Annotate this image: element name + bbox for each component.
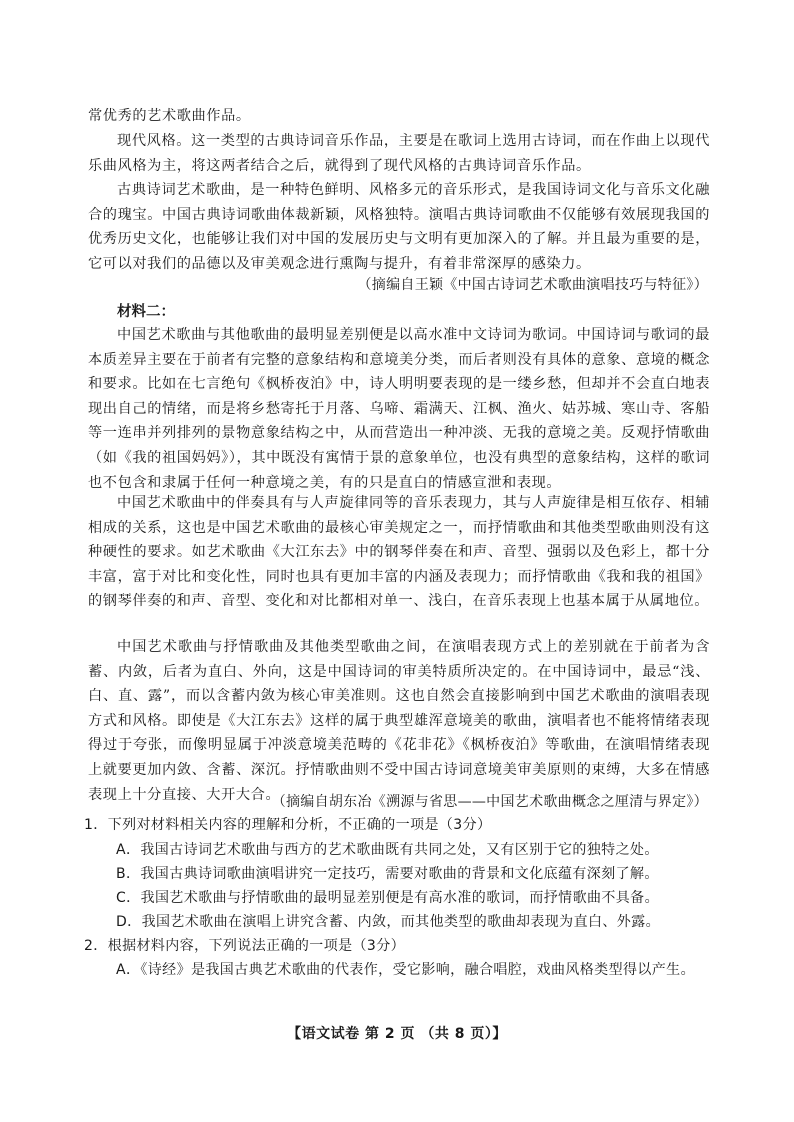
question-1-stem: 1．下列对材料相关内容的理解和分析，不正确的一项是（3分） xyxy=(84,817,492,833)
paragraph-classical-poetry-songs: 古典诗词艺术歌曲，是一种特色鲜明、风格多元的音乐形式，是我国诗词文化与音乐文化融合的瑰宝。中国古典诗词歌曲体裁新颖，风格独特。演唱古典诗词歌曲不仅能够有效展现我国的优秀历史文化，也能够让我们对中国的发展历史与文明有更加深入的了解。并且最为重要的是，它可以对我们的品德以及审美观念进行熏陶与提升，有着非常深厚的感染力。 xyxy=(88,182,710,272)
question-2-option-a[interactable]: A．《诗经》是我国古典艺术歌曲的代表作，受它影响，融合唱腔，戏曲风格类型得以产生。 xyxy=(116,962,695,978)
question-2-stem: 2．根据材料内容，下列说法正确的一项是（3分） xyxy=(84,938,406,954)
source-citation-2: （摘编自胡东冶《溯源与省思——中国艺术歌曲概念之厘清与界定》） xyxy=(271,794,708,810)
paragraph-continuation: 常优秀的艺术歌曲作品。 xyxy=(88,108,251,124)
question-1-option-d[interactable]: D．我国艺术歌曲在演唱上讲究含蓄、内敛，而其他类型的歌曲却表现为直白、外露。 xyxy=(116,914,660,930)
material-two-heading: 材料二： xyxy=(117,304,175,320)
question-1-option-a[interactable]: A．我国古诗词艺术歌曲与西方的艺术歌曲既有共同之处，又有区别于它的独特之处。 xyxy=(116,842,659,858)
paragraph-performance-style: 中国艺术歌曲与抒情歌曲及其他类型歌曲之间，在演唱表现方式上的差别就在于前者为含蓄、内敛，后者为直白、外向，这是中国诗词的审美特质所决定的。在中国诗词中，最忌“浅、白、直、露”，而以含蓄内敛为核心审美准则。这也自然会直接影响到中国艺术歌曲的演唱表现方式和风格。即使是《大江东去》这样的属于典型雄浑意境美的歌曲，演唱者也不能将情绪表现得过于夸张，而像明显属于冲淡意境美范畴的《花非花》《枫桥夜泊》等歌曲，在演唱情绪表现上就要更加内敛、含蓄、深沉。抒情歌曲则不受中国古诗词意境美审美原则的束缚，大多在情感表现上十分直接、大开大合。 xyxy=(88,639,710,803)
question-1-option-c[interactable]: C．我国艺术歌曲与抒情歌曲的最明显差别便是有高水准的歌词，而抒情歌曲不具备。 xyxy=(116,890,659,906)
paragraph-modern-style: 现代风格。这一类型的古典诗词音乐作品，主要是在歌词上选用古诗词，而在作曲上以现代乐曲风格为主，将这两者结合之后，就得到了现代风格的古典诗词音乐作品。 xyxy=(88,133,710,174)
source-citation-1: （摘编自王颖《中国古诗词艺术歌曲演唱技巧与特征》） xyxy=(357,277,708,293)
paragraph-accompaniment: 中国艺术歌曲中的伴奏具有与人声旋律同等的音乐表现力，其与人声旋律是相互依存、相辅相成的关系，这也是中国艺术歌曲的最核心审美规定之一，而抒情歌曲和其他类型歌曲则没有这种硬性的要求。如艺术歌曲《大江东去》中的钢琴伴奏在和声、音型、强弱以及色彩上，都十分丰富，富于对比和变化性，同时也具有更加丰富的内涵及表现力；而抒情歌曲《我和我的祖国》的钢琴伴奏的和声、音型、变化和对比都相对单一、浅白，在音乐表现上也基本属于从属地位。 xyxy=(88,495,710,610)
question-1-option-b[interactable]: B．我国古典诗词歌曲演唱讲究一定技巧，需要对歌曲的背景和文化底蕴有深刻了解。 xyxy=(116,866,659,882)
page-footer: 【语文试卷 第 2 页 （共 8 页）】 xyxy=(287,1026,507,1042)
paragraph-lyrics-difference: 中国艺术歌曲与其他歌曲的最明显差别便是以高水准中文诗词为歌词。中国诗词与歌词的最本质差异主要在于前者有完整的意象结构和意境美分类，而后者则没有具体的意象、意境的概念和要求。比如在七言绝句《枫桥夜泊》中，诗人明明要表现的是一缕乡愁，但却并不会直白地表现出自己的情绪，而是将乡愁寄托于月落、乌啼、霜满天、江枫、渔火、姑苏城、寒山寺、客船等一连串并列排列的景物意象结构之中，从而营造出一种冲淡、无我的意境之美。反观抒情歌曲（如《我的祖国妈妈》），其中既没有寓情于景的意象单位，也没有典型的意象结构，这样的歌词也不包含和隶属于任何一种意境之美，有的只是直白的情感宣泄和表现。 xyxy=(88,327,710,491)
